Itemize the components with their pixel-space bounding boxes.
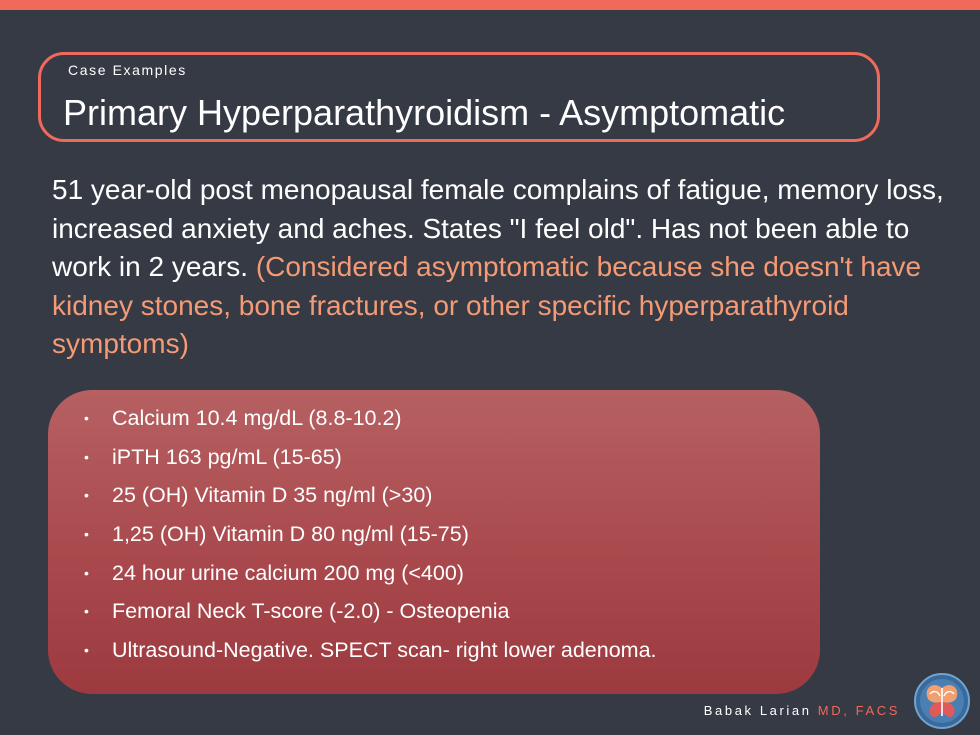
bullet-icon: • xyxy=(84,410,89,426)
lab-item-text: Calcium 10.4 mg/dL (8.8-10.2) xyxy=(112,406,402,430)
bullet-icon: • xyxy=(84,642,89,659)
section-label: Case Examples xyxy=(68,62,187,78)
case-description xyxy=(52,171,952,364)
bullet-icon: • xyxy=(84,448,89,465)
top-accent-bar xyxy=(0,0,980,10)
lab-item-text: 25 (OH) Vitamin D 35 ng/ml (>30) xyxy=(112,483,433,508)
lab-results-list xyxy=(82,403,657,674)
bullet-icon: • xyxy=(84,487,89,504)
butterfly-thyroid-logo-icon xyxy=(913,672,971,730)
bullet-icon: • xyxy=(84,526,89,543)
slide-title: Primary Hyperparathyroidism - Asymptomatic xyxy=(63,92,786,133)
footer-credit xyxy=(704,703,900,718)
author-credentials: MD, FACS xyxy=(817,703,900,718)
lab-item-ipth xyxy=(82,442,657,481)
lab-item-text: Ultrasound-Negative. SPECT scan- right lower adenoma. xyxy=(112,638,657,663)
lab-item-t-score xyxy=(82,596,657,635)
lab-item-1-25-oh-vitamin-d xyxy=(82,519,657,558)
case-description-text: 51 year-old post menopausal female complains of fatigue, memory loss, increased anxiety and aches. States "I feel old". Has not been able to work in 2 years. xyxy=(52,174,944,282)
lab-item-imaging xyxy=(82,635,657,674)
lab-item-text: Femoral Neck T-score (-2.0) - Osteopenia xyxy=(112,599,510,624)
author-name: Babak Larian xyxy=(703,703,812,718)
lab-item-text: iPTH 163 pg/mL (15-65) xyxy=(112,444,342,469)
lab-item-25-oh-vitamin-d xyxy=(82,480,657,519)
lab-item-text: 24 hour urine calcium 200 mg (<400) xyxy=(112,560,464,585)
case-note: (Considered asymptomatic because she doesn't have kidney stones, bone fractures, or other specific hyperparathyroid symptoms) xyxy=(52,251,922,359)
lab-item-calcium xyxy=(82,403,657,442)
lab-item-text: 1,25 (OH) Vitamin D 80 ng/ml (15-75) xyxy=(112,522,469,547)
bullet-icon: • xyxy=(84,564,89,581)
lab-item-urine-calcium xyxy=(82,558,657,597)
bullet-icon: • xyxy=(84,603,89,620)
